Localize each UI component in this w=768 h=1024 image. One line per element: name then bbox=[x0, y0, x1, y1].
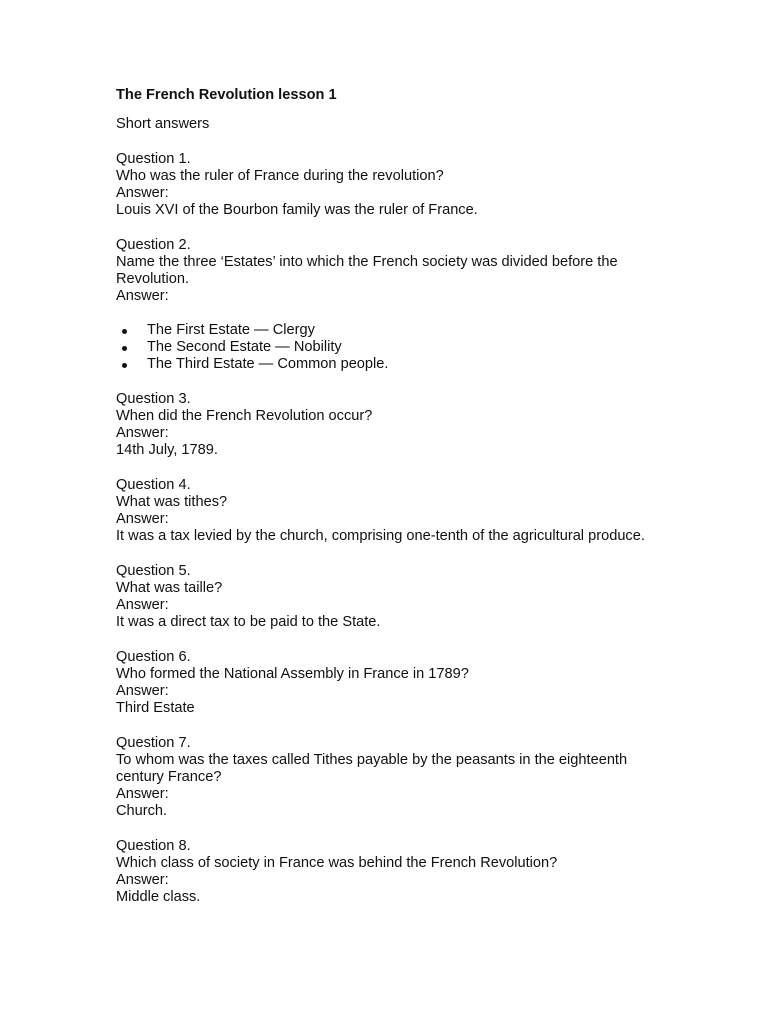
list-item bbox=[116, 322, 676, 339]
answer-label: Answer: bbox=[116, 786, 169, 802]
document-subtitle: Short answers bbox=[116, 116, 210, 132]
question-block-4 bbox=[116, 477, 676, 545]
list-item bbox=[116, 356, 676, 373]
answer-text: Louis XVI of the Bourbon family was the ruler of France. bbox=[116, 202, 478, 218]
question-block-7 bbox=[116, 735, 676, 820]
answer-text: 14th July, 1789. bbox=[116, 442, 218, 458]
question-label: Question 1. bbox=[116, 151, 191, 167]
list-item-text: The Second Estate — Nobility bbox=[147, 339, 342, 355]
answer-text: Third Estate bbox=[116, 700, 195, 716]
question-text: Who formed the National Assembly in France in 1789? bbox=[116, 666, 469, 682]
answer-text: Church. bbox=[116, 803, 168, 819]
document-page bbox=[116, 87, 676, 906]
question-block-1 bbox=[116, 151, 676, 219]
question-label: Question 6. bbox=[116, 649, 191, 665]
question-label: Question 8. bbox=[116, 838, 191, 854]
question-block-8 bbox=[116, 838, 676, 906]
question-label: Question 3. bbox=[116, 391, 191, 407]
answer-text: It was a direct tax to be paid to the State. bbox=[116, 614, 381, 630]
list-item-text: The Third Estate — Common people. bbox=[147, 356, 389, 372]
answer-label: Answer: bbox=[116, 683, 169, 699]
answer-label: Answer: bbox=[116, 425, 169, 441]
list-item-text: The First Estate — Clergy bbox=[147, 322, 315, 338]
answer-label: Answer: bbox=[116, 511, 169, 527]
bullet-icon bbox=[122, 329, 127, 334]
question-text: Name the three ‘Estates’ into which the French society was divided before the Revolution. bbox=[116, 254, 618, 287]
question-text: Which class of society in France was behind the French Revolution? bbox=[116, 855, 558, 871]
list-item bbox=[116, 339, 676, 356]
question-block-3 bbox=[116, 391, 676, 459]
answer-text: It was a tax levied by the church, comprising one-tenth of the agricultural produce. bbox=[116, 528, 645, 544]
bullet-icon bbox=[122, 363, 127, 368]
question-block-6 bbox=[116, 649, 676, 717]
question-label: Question 5. bbox=[116, 563, 191, 579]
bullet-icon bbox=[122, 346, 127, 351]
question-text: What was taille? bbox=[116, 580, 223, 596]
question-text: What was tithes? bbox=[116, 494, 228, 510]
question-text: Who was the ruler of France during the revolution? bbox=[116, 168, 444, 184]
answer-label: Answer: bbox=[116, 597, 169, 613]
question-label: Question 2. bbox=[116, 237, 191, 253]
question-text: To whom was the taxes called Tithes payable by the peasants in the eighteenth century France? bbox=[116, 752, 628, 785]
question-label: Question 4. bbox=[116, 477, 191, 493]
question-label: Question 7. bbox=[116, 735, 191, 751]
answer-label: Answer: bbox=[116, 872, 169, 888]
document-title: The French Revolution lesson 1 bbox=[116, 87, 337, 103]
question-block-2 bbox=[116, 237, 676, 373]
answer-label: Answer: bbox=[116, 288, 169, 304]
question-text: When did the French Revolution occur? bbox=[116, 408, 373, 424]
answer-text: Middle class. bbox=[116, 889, 201, 905]
answer-list bbox=[116, 322, 676, 373]
answer-label: Answer: bbox=[116, 185, 169, 201]
question-block-5 bbox=[116, 563, 676, 631]
